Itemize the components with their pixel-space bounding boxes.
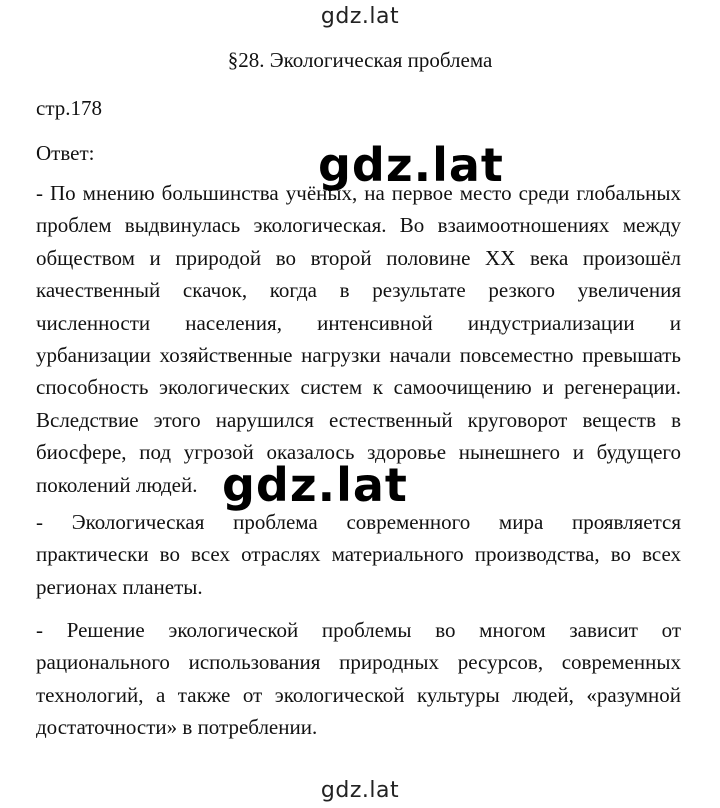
answer-paragraph: - Решение экологической проблемы во многом зависит от рационального использования природных ресурсов, современных технологий, а также от экологической культуры людей, «разумной достаточности» в потреблении. — [36, 618, 681, 740]
answer-label: Ответ: — [36, 141, 95, 165]
answer-paragraph: - По мнению большинства учёных, на первое место среди глобальных проблем выдвинулась экологическая. Во взаимоотношениях между обществом и природой во второй половине XX века произошёл качественный скачок, когда в результате резкого увеличения численности населения, интенсивной индустриализации и урбанизации хозяйственные нагрузки начали повсеместно превышать способность экологических систем к самоочищению и регенерации. Вследствие этого нарушился естественный круговорот веществ в биосфере, под угрозой оказалось здоровье нынешнего и будущего поколений людей. — [36, 181, 681, 497]
section-title: §28. Экологическая проблема — [227, 48, 493, 72]
page-reference: стр.178 — [36, 96, 103, 120]
answer-paragraph: - Экологическая проблема современного мира проявляется практически во всех отраслях материального производства, во всех регионах планеты. — [36, 510, 681, 599]
watermark-header: gdz.lat — [320, 4, 400, 29]
watermark-overlay: gdz.lat — [222, 458, 408, 512]
watermark-footer: gdz.lat — [320, 778, 400, 803]
watermark-overlay: gdz.lat — [318, 138, 504, 192]
